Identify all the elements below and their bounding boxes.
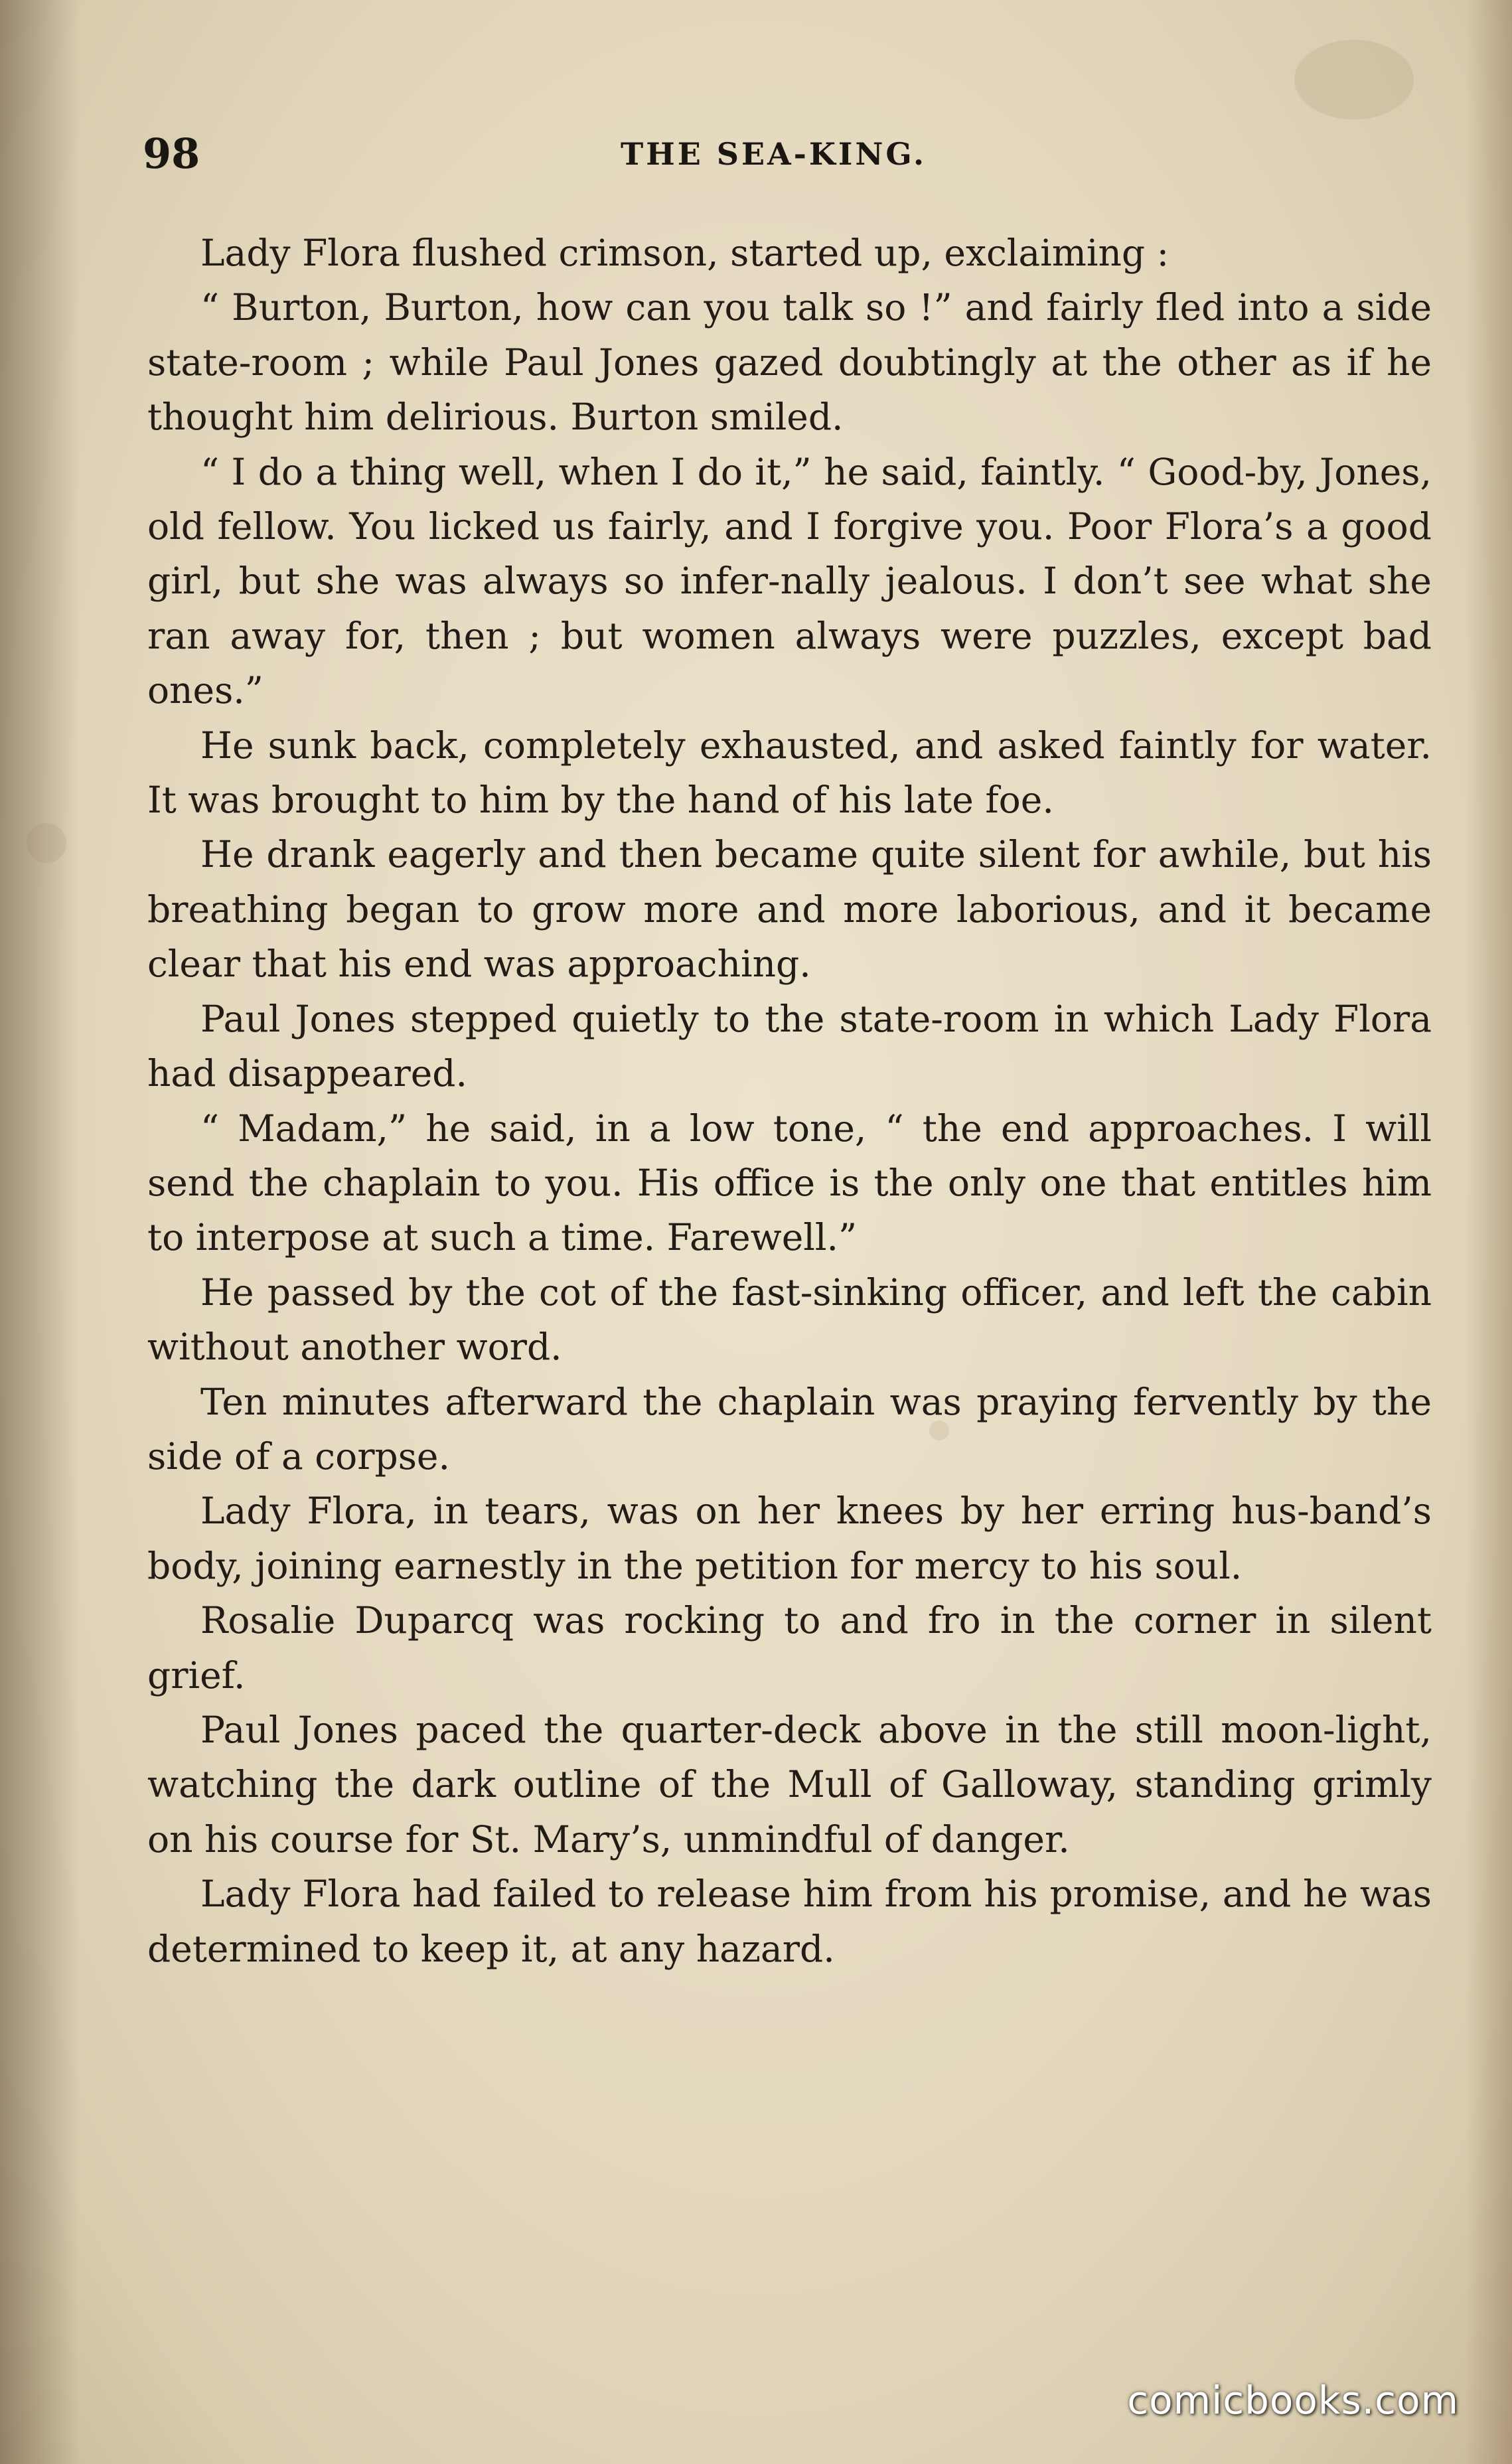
page-number: 98 [143,129,200,178]
paragraph: Paul Jones stepped quietly to the state-room in which Lady Flora had disappeared. [147,997,1432,1095]
paragraph: Lady Flora, in tears, was on her knees by her erring hus-band’s body, joining earnestly in the petition for mercy to his soul. [147,1490,1432,1587]
watermark: comicbooks.com [1127,2378,1459,2423]
paragraph: “ Burton, Burton, how can you talk so !” and fairly fled into a side state-room ; while Paul Jones gazed doubtingly at the other as if he thought him delirious. Burton smiled. [147,286,1432,439]
paper-stain [27,823,66,863]
paragraph: Paul Jones paced the quarter-deck above in the still moon-light, watching the dark outline of the Mull of Galloway, standing grimly on his course for St. Mary’s, unmindful of danger. [147,1708,1432,1861]
page-edge-shadow [1466,0,1512,2464]
paragraph: Rosalie Duparcq was rocking to and fro in the corner in silent grief. [147,1599,1432,1697]
spine-shadow [0,0,80,2464]
paragraph: Lady Flora had failed to release him from his promise, and he was determined to keep it, at any hazard. [147,1873,1432,1970]
paragraph: He drank eagerly and then became quite silent for awhile, but his breathing began to grow more and more laborious, and it became clear that his end was approaching. [147,833,1432,986]
paragraph: Ten minutes afterward the chaplain was praying fervently by the side of a corpse. [147,1380,1432,1478]
paragraph: “ I do a thing well, when I do it,” he said, faintly. “ Good-by, Jones, old fellow. You licked us fairly, and I forgive you. Poor Flora’s a good girl, but she was always so infer-nally jealous. I don’t see what she ran away for, then ; but women always were puzzles, except bad ones.” [147,450,1432,712]
paragraph: He passed by the cot of the fast-sinking officer, and left the cabin without another word. [147,1270,1432,1369]
paragraph: He sunk back, completely exhausted, and asked faintly for water. It was brought to him by the hand of his late foe. [147,724,1432,822]
paper-stain [1294,40,1414,119]
page-header [143,129,1424,189]
paragraph: “ Madam,” he said, in a low tone, “ the end approaches. I will send the chaplain to you. His office is the only one that entitles him to interpose at such a time. Farewell.” [147,1107,1432,1259]
body-text [147,226,1432,1976]
running-head: THE SEA-KING. [621,136,927,172]
paragraph: Lady Flora flushed crimson, started up, exclaiming : [200,232,1170,274]
